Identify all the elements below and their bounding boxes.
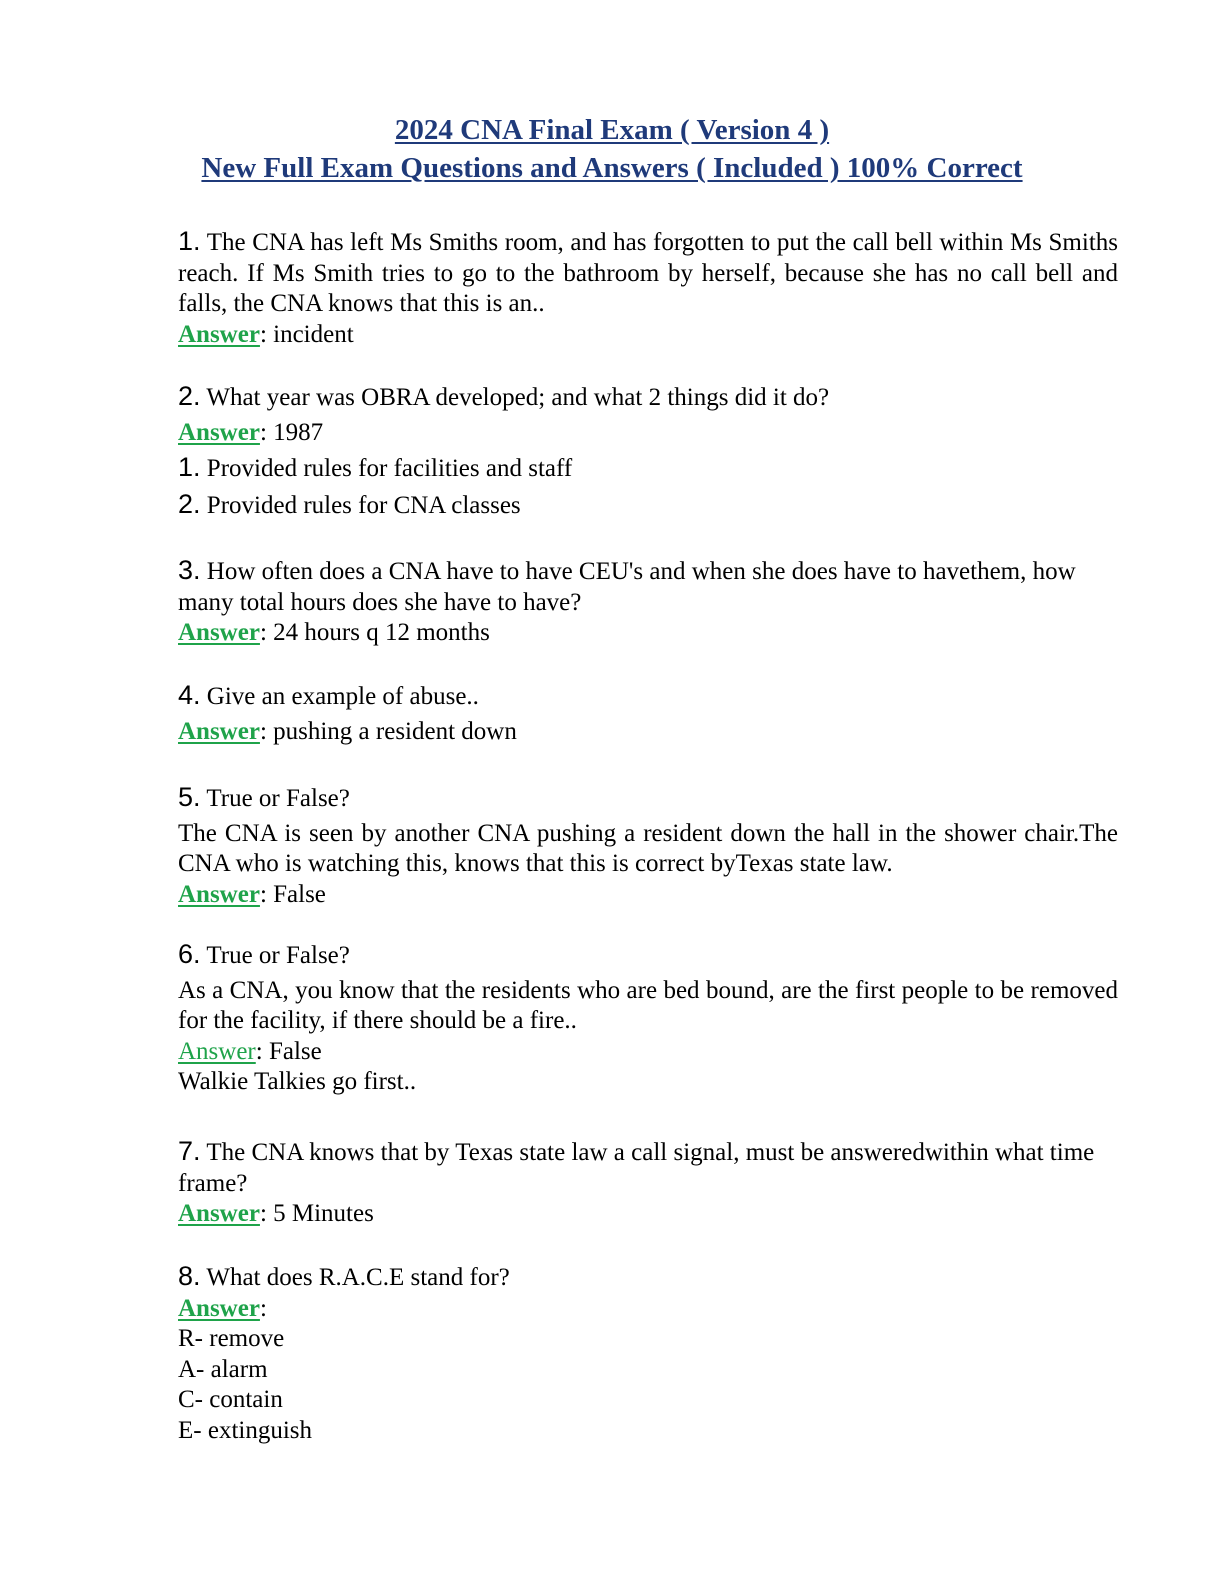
answer-label: Answer bbox=[178, 619, 260, 646]
question-6: 6. True or False? As a CNA, you know that the residents who are bed bound, are the first people to be removed for the facility, if there should be a fire.. Answer: False Walkie Talkies go first.. bbox=[178, 939, 1118, 1098]
question-text: True or False? bbox=[206, 785, 350, 812]
answer-note: Walkie Talkies go first.. bbox=[178, 1068, 417, 1095]
answer-label: Answer bbox=[178, 880, 260, 908]
list-item: 2. Provided rules for CNA classes bbox=[178, 488, 521, 519]
answer-text: : pushing a resident down bbox=[259, 717, 517, 745]
answer-text: : False bbox=[255, 1037, 322, 1065]
question-text: What does R.A.C.E stand for? bbox=[206, 1264, 510, 1291]
question-text: Give an example of abuse.. bbox=[206, 683, 479, 710]
question-text: The CNA knows that by Texas state law a call signal, must be answeredwithin what time frame? bbox=[178, 1139, 1095, 1197]
question-5: 5. True or False? The CNA is seen by another CNA pushing a resident down the hall in the shower chair.The CNA who is watching this, knows that this is correct byTexas state law. Answer: False bbox=[178, 782, 1118, 908]
question-number: 6 bbox=[178, 939, 194, 969]
answer-text: : False bbox=[259, 880, 326, 908]
question-text: How often does a CNA have to have CEU's and when she does have to havethem, how many total hours does she have to have? bbox=[178, 558, 1076, 616]
question-4: 4. Give an example of abuse.. Answer: pushing a resident down bbox=[178, 680, 517, 745]
answer-label: Answer bbox=[178, 717, 260, 745]
question-text: What year was OBRA developed; and what 2 things did it do? bbox=[206, 384, 830, 411]
question-number: 2 bbox=[178, 381, 194, 411]
answer-label: Answer bbox=[178, 320, 260, 348]
question-2: 2. What year was OBRA developed; and what 2 things did it do? Answer: 1987 1. Provided rules for facilities and staff 2. Provided rules for CNA classes bbox=[178, 381, 1118, 521]
question-number: 8 bbox=[178, 1261, 194, 1291]
list-item: C- contain bbox=[178, 1386, 283, 1413]
answer-label: Answer bbox=[178, 1037, 256, 1065]
document-title: 2024 CNA Final Exam ( Version 4 ) bbox=[394, 114, 830, 146]
list-item: E- extinguish bbox=[178, 1416, 313, 1444]
question-number: 7 bbox=[178, 1136, 194, 1166]
answer-text: : 1987 bbox=[259, 418, 324, 446]
question-number: 1 bbox=[178, 226, 194, 256]
answer-label: Answer bbox=[178, 418, 260, 446]
question-7: 7. The CNA knows that by Texas state law a call signal, must be answeredwithin what time frame? Answer: 5 Minutes bbox=[178, 1136, 1095, 1227]
answer-label: Answer bbox=[178, 1200, 260, 1227]
question-3: 3. How often does a CNA have to have CEU's and when she does have to havethem, how many total hours does she have to have? Answer: 24 hours q 12 months bbox=[178, 555, 1076, 646]
answer-label: Answer bbox=[178, 1294, 260, 1322]
document-subtitle: New Full Exam Questions and Answers ( Included ) 100% Correct bbox=[201, 152, 1023, 184]
question-number: 3 bbox=[178, 555, 194, 585]
list-item: 1. Provided rules for facilities and staff bbox=[178, 452, 573, 482]
question-8: 8. What does R.A.C.E stand for? Answer: R- remove A- alarm C- contain E- extinguish bbox=[178, 1261, 1118, 1446]
question-text: The CNA has left Ms Smiths room, and has forgotten to put the call bell within Ms Smiths reach. If Ms Smith tries to go to the bathroom by herself, because she has no call bell and falls, the CNA knows that this is an.. bbox=[178, 229, 1118, 317]
list-item: A- alarm bbox=[178, 1355, 268, 1383]
answer-text: : 5 Minutes bbox=[259, 1200, 374, 1227]
answer-text: : 24 hours q 12 months bbox=[259, 619, 490, 646]
question-number: 4 bbox=[178, 680, 194, 710]
answer-text: : incident bbox=[259, 320, 354, 348]
list-item: R- remove bbox=[178, 1325, 285, 1352]
question-number: 5 bbox=[178, 782, 194, 812]
question-detail: The CNA is seen by another CNA pushing a resident down the hall in the shower chair.The CNA who is watching this, knows that this is correct byTexas state law. bbox=[178, 819, 1118, 877]
question-1: 1. The CNA has left Ms Smiths room, and has forgotten to put the call bell within Ms Smiths reach. If Ms Smith tries to go to the bathroom by herself, because she has no call bell and falls, the CNA knows that this is an.. Answer: incident bbox=[178, 226, 1118, 348]
answer-text: : bbox=[259, 1294, 267, 1322]
question-detail: As a CNA, you know that the residents who are bed bound, are the first people to be removed for the facility, if there should be a fire.. bbox=[178, 976, 1118, 1034]
question-text: True or False? bbox=[206, 942, 350, 969]
